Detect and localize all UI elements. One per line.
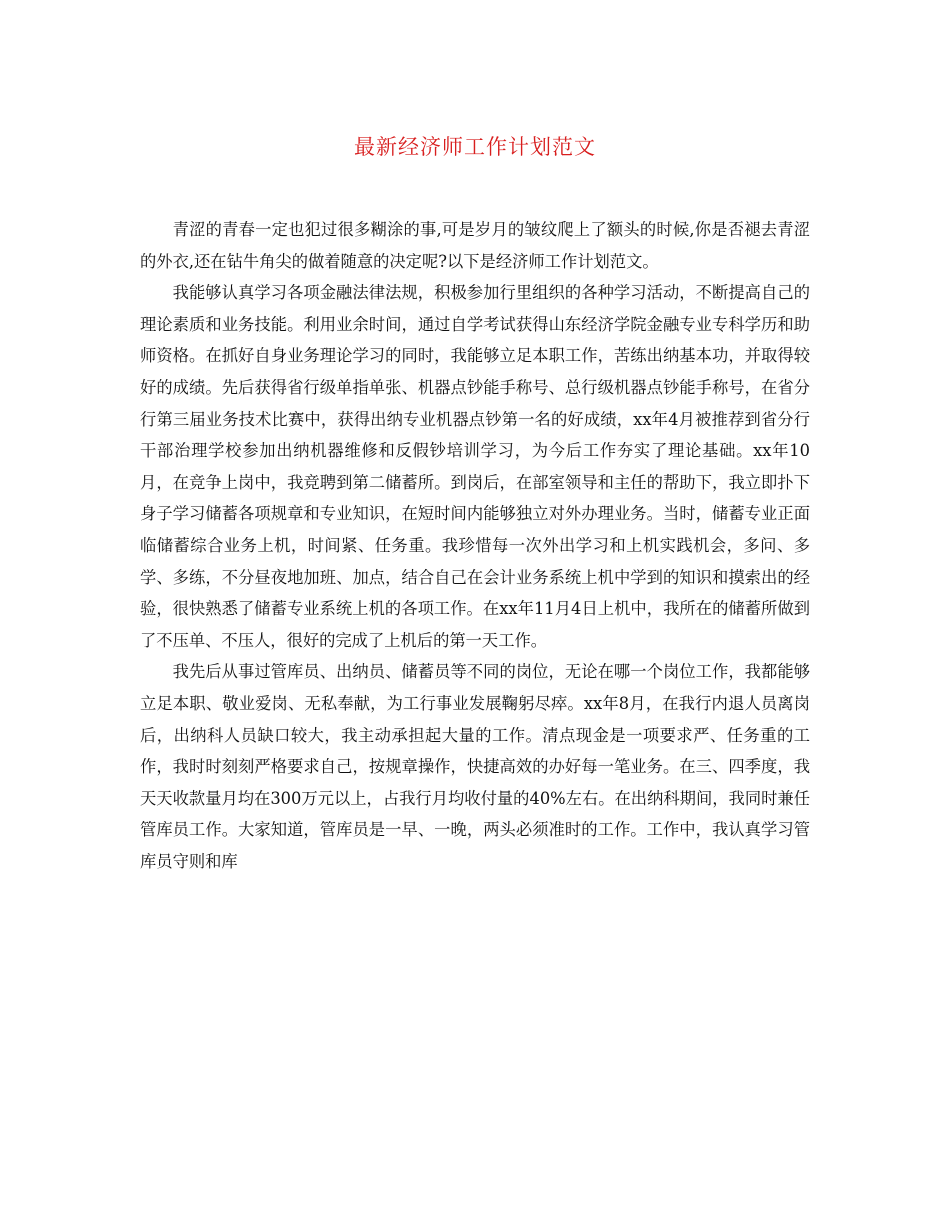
document-body: [140, 214, 810, 877]
document-page: [140, 0, 810, 877]
paragraph-intro: 青涩的青春一定也犯过很多糊涂的事,可是岁月的皱纹爬上了额头的时候,你是否褪去青涩的外衣,还在钻牛角尖的做着随意的决定呢?以下是经济师工作计划范文。: [140, 220, 810, 271]
document-title: 最新经济师工作计划范文: [354, 135, 596, 159]
paragraph-study-and-work: 我能够认真学习各项金融法律法规，积极参加行里组织的各种学习活动，不断提高自己的理论素质和业务技能。利用业余时间，通过自学考试获得山东经济学院金融专业专科学历和助师资格。在抓好自身业务理论学习的同时，我能够立足本职工作，苦练出纳基本功，并取得较好的成绩。先后获得省行级单指单张、机器点钞能手称号、总行级机器点钞能手称号，在省分行第三届业务技术比赛中，获得出纳专业机器点钞第一名的好成绩，xx年4月被推荐到省分行干部治理学校参加出纳机器维修和反假钞培训学习，为今后工作夯实了理论基础。xx年10月，在竞争上岗中，我竞聘到第二储蓄所。到岗后，在部室领导和主任的帮助下，我立即扑下身子学习储蓄各项规章和专业知识，在短时间内能够独立对外办理业务。当时，储蓄专业正面临储蓄综合业务上机，时间紧、任务重。我珍惜每一次外出学习和上机实践机会，多问、多学、多练，不分昼夜地加班、加点，结合自己在会计业务系统上机中学到的知识和摸索出的经验，很快熟悉了储蓄专业系统上机的各项工作。在xx年11月4日上机中，我所在的储蓄所做到了不压单、不压人，很好的完成了上机后的第一天工作。: [140, 283, 810, 650]
paragraph-positions: 我先后从事过管库员、出纳员、储蓄员等不同的岗位，无论在哪一个岗位工作，我都能够立足本职、敬业爱岗、无私奉献，为工行事业发展鞠躬尽瘁。xx年8月，在我行内退人员离岗后，出纳科人员缺口较大，我主动承担起大量的工作。清点现金是一项要求严、任务重的工作，我时时刻刻严格要求自己，按规章操作，快捷高效的办好每一笔业务。在三、四季度，我天天收款量月均在300万元以上，占我行月均收付量的40%左右。在出纳科期间，我同时兼任管库员工作。大家知道，管库员是一早、一晚，两头必须准时的工作。工作中，我认真学习管库员守则和库: [140, 662, 810, 871]
